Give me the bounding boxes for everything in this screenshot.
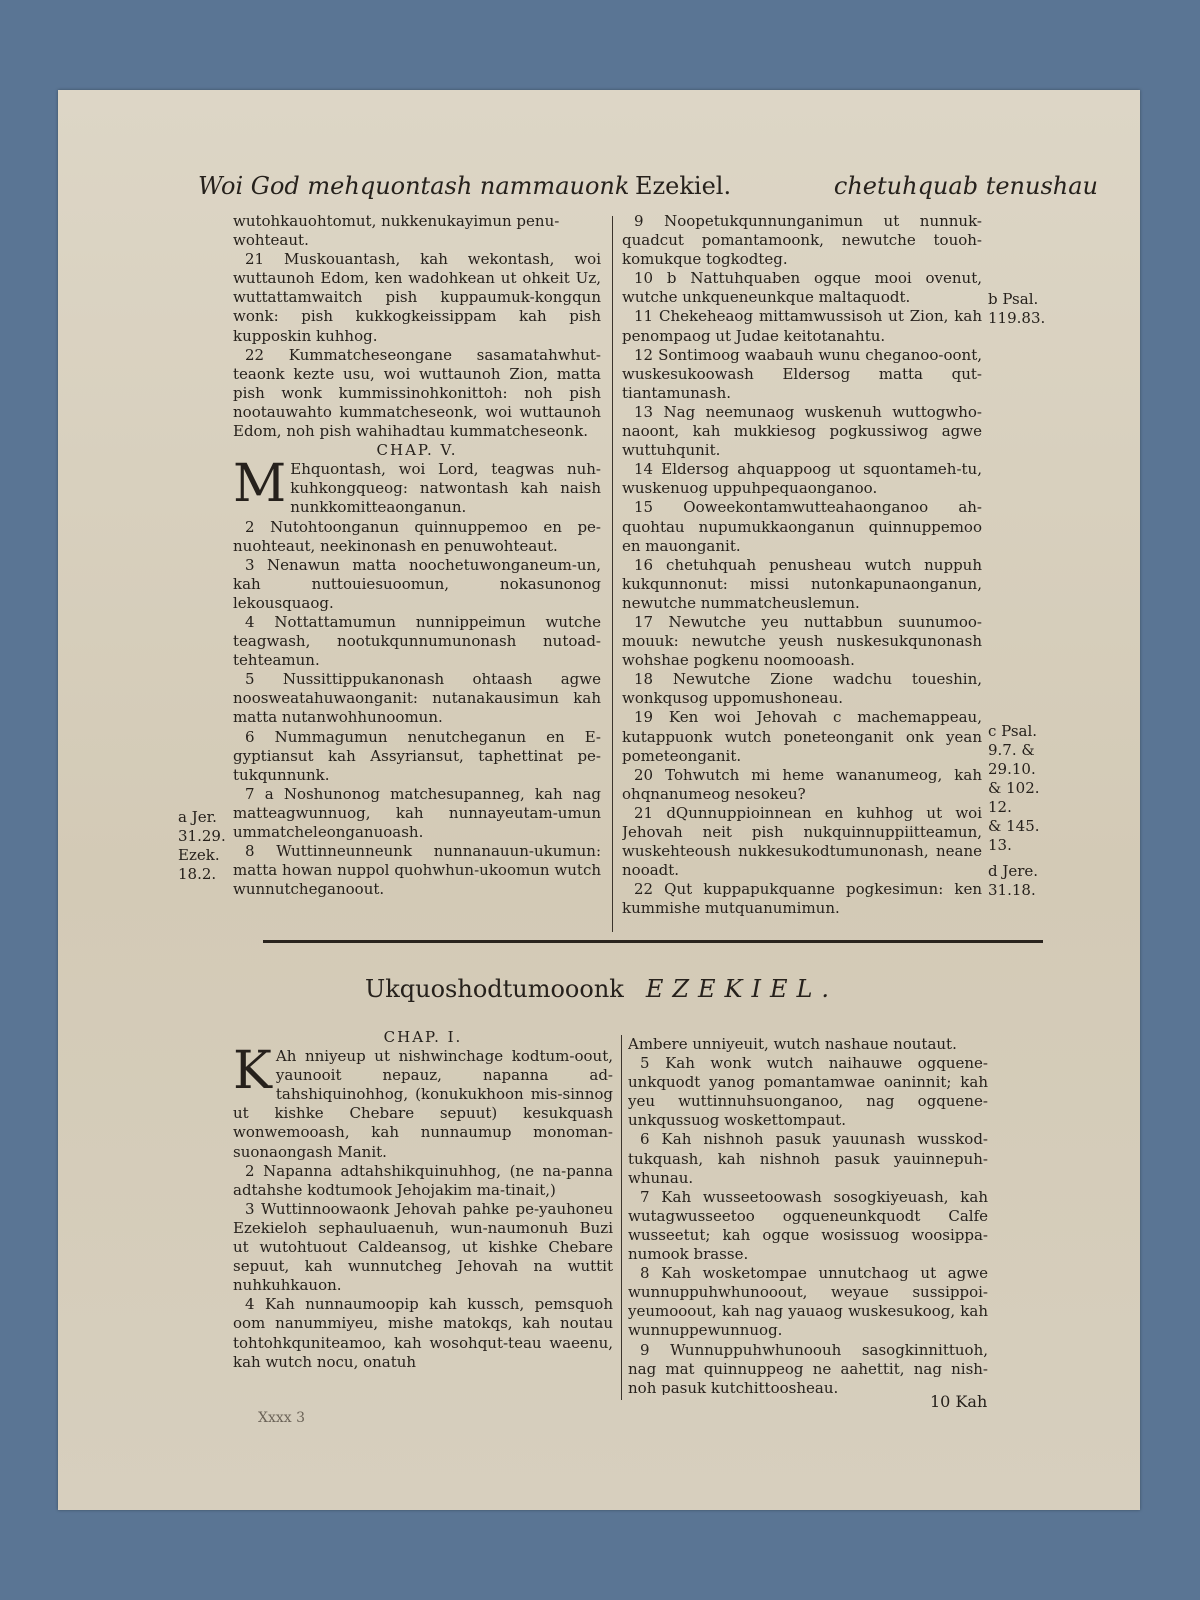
verse: 9 Noopetukqunnunganimun ut nunnuk-quadcut pomantamoonk, newutche touoh-komukque togkodteg. [622,212,982,269]
top-left-column [233,212,601,934]
verse: 22 Qut kuppapukquanne pogkesimun: ken kummishe mutquanumimun. [622,880,982,918]
book-title-prefix: Ukquoshodtumooonk [365,975,624,1003]
running-head-book: Ezekiel. [635,172,732,200]
verse-text: Ah nniyeup ut nishwinchage kodtum-oout, yaunooit nepauz, napanna ad-tahshiquinohhog, (konukukhoon mis-sinnog ut kishke Chebare sepuut) kesukquash wonwemooash, kah nunnaumup monoman-suonaongash Manit. [233,1047,613,1161]
page-sheet [58,90,1140,1510]
verse: 2 Napanna adtahshikquinuhhog, (ne na-panna adtahshe kodtumook Jehojakim ma-tinait,) [233,1161,613,1199]
margin-note-b: b Psal. 119.83. [988,290,1046,327]
chapter-heading: CHAP. V. [376,441,458,460]
book-title-name: EZEKIEL. [645,975,839,1003]
verse: 16 chetuhquah penusheau wutch nuppuh kukqunnonut: missi nutonkapunaonganun, newutche nummatcheuslemun. [622,555,982,612]
verse [233,1041,613,1162]
margin-note-left: a Jer. 31.29. Ezek. 18.2. [178,808,226,883]
verse: 15 Ooweekontamwutteahaonganoo ah-quohtau nupumukkaonganun quinnuppemoo en mauonganit. [622,498,982,555]
verse: 6 Kah nishnoh pasuk yauunash wusskod-tukquash, kah nishnoh pasuk yauinnepuh-whunau. [628,1130,988,1187]
verse-text: Ehquontash, woi Lord, teagwas nuh-kuhkongqueog: natwontash kah naish nunkkomitteaonganun. [290,460,601,517]
verse: 18 Newutche Zione wadchu toueshin, wonkqusog uppomushoneau. [622,670,982,708]
running-head-right: chetuhquab tenushau [833,172,1098,200]
verse: 20 Tohwutch mi heme wananumeog, kah ohqnanumeog nesokeu? [622,765,982,803]
verse: 4 Nottattamumun nunnippeimun wutche teagwash, nootukqunnumunonash nutoad-tehteamun. [233,612,601,670]
verse: 5 Nussittippukanonash ohtaash agwe noosweatahuwaonganit: nutanakausimun kah matta nutanwohhunoomun. [233,670,601,727]
running-head [198,172,1098,206]
verse [233,454,601,517]
verse: 7 a Noshunonog matchesupanneg, kah nag matteagwunnuog, kah nunnayeutam-umun ummatcheleonganuoash. [233,784,601,841]
book-title [365,975,838,1003]
chapter-heading: CHAP. I. [383,1028,463,1046]
continuation-line: wutohkauohtomut, nukkenukayimun penu- [233,212,560,230]
verse: 11 Chekeheaog mittamwussisoh ut Zion, kah penompaog ut Judae keitotanahtu. [622,307,982,345]
verse: 14 Eldersog ahquappoog ut squontameh-tu, wuskenuog uppuhpequaonganoo. [622,460,982,498]
verse: 2 Nutohtoonganun quinnuppemoo en pe-nuohteaut, neekinonash en penuwohteaut. [233,517,601,555]
top-right-column [622,212,982,934]
verse: 9 Wunnuppuhwhunoouh sasogkinnittuoh, nag mat quinnuppeog ne aahettit, nag nish-noh pasuk kutchittoosheau. [628,1340,988,1395]
verse: 17 Newutche yeu nuttabbun suunumoo-mouuk: newutche yeush nuskesukqunonash wohshae pogkenu noomooash. [622,612,982,670]
drop-cap: M [233,454,287,515]
bottom-left-column [233,1028,613,1408]
verse: 22 Kummatcheseongane sasamatahwhut-teaonk kezte usu, woi wuttaunoh Zion, matta pish wonk kummissinohkonittoh: noh pish nootauwahto kummatcheseonk, woi wuttaunoh Edom, noh pish wahihadtau kummatcheseonk. [233,345,601,441]
verse: 3 Nenawun matta noochetuwonganeum-un, kah nuttouiesuoomun, nokasunonog lekousquaog. [233,555,601,612]
verse: 21 dQunnuppioinnean en kuhhog ut woi Jehovah neit pish nukquinnuppiitteamun, wuskehteoush nukkesukodtumunonash, neane nooadt. [622,803,982,880]
margin-note-d: d Jere. 31.18. [988,862,1039,899]
verse: 19 Ken woi Jehovah c machemappeau, kutappuonk wutch poneteonganit onk yean pometeonganit. [622,708,982,765]
verse: 12 Sontimoog waabauh wunu cheganoo-oont, wuskesukoowash Eldersog matta qut-tiantamunash. [622,345,982,402]
verse: 5 Kah wonk wutch naihauwe ogquene-unkquodt yanog pomantamwae oaninnit; kah yeu wuttinnuhsuonganoo, nag ogquene-unkqussuog woskettompaut. [628,1054,988,1130]
continuation-line: Ambere unniyeuit, wutch nashaue noutaut. [628,1035,957,1053]
column-rule [612,216,613,932]
bottom-right-column [628,1035,988,1395]
continuation-line: wohteaut. [233,231,309,250]
verse: 7 Kah wusseetoowash sosogkiyeuash, kah wutagwusseetoo ogqueneunkquodt Calfe wusseetut; kah ogque wosissuog woosippa-numook brasse. [628,1187,988,1264]
column-rule [621,1035,622,1400]
verse: 6 Nummagumun nenutcheganun en E-gyptiansut kah Assyriansut, taphettinat pe-tukqunnunk. [233,727,601,784]
verse: 13 Nag neemunaog wuskenuh wuttogwho-naoont, kah mukkiesog pogkussiwog agwe wuttuhqunit. [622,402,982,460]
verse: 4 Kah nunnaumoopip kah kussch, pemsquoh oom nanummiyeu, mishe matokqs, kah noutau tohtohkquniteamoo, kah wosohqut-teau waeenu, kah wutch nocu, onatuh [233,1295,613,1371]
signature-mark: Xxxx 3 [258,1410,306,1426]
margin-note-c: c Psal. 9.7. & 29.10. & 102. 12. & 145. 13. [988,722,1040,854]
running-head-left: Woi God mehquontash nammauonk [198,172,630,200]
verse: 3 Wuttinnoowaonk Jehovah pahke pe-yauhoneu Ezekieloh sephauluaenuh, wun-naumonuh Buzi ut wutohtuout Caldeansog, ut kishke Chebare sepuut, kah wunnutcheg Jehovah na wuttit nuhkuhkauon. [233,1199,613,1295]
verse: 10 b Nattuhquaben ogque mooi ovenut, wutche unkqueneunkque maltaquodt. [622,269,982,307]
verse: 8 Wuttinneunneunk nunnanauun-ukumun: matta howan nuppol quohwhun-ukoomun wutch wunnutcheganoout. [233,842,601,899]
verse: 8 Kah wosketompae unnutchaog ut agwe wunnuppuhwhunooout, weyaue sussippoi-yeumooout, kah nag yauaog wuskesukoog, kah wunnuppewunnuog. [628,1264,988,1340]
section-rule [263,940,1043,943]
drop-cap: K [233,1041,272,1102]
catchword: 10 Kah [930,1392,988,1411]
verse: 21 Muskouantash, kah wekontash, woi wuttaunoh Edom, ken wadohkean ut ohkeit Uz, wuttattamwaitch pish kuppaumuk-kongqun wonk: pish kukkogkeissippam kah pish kupposkin kuhhog. [233,250,601,345]
